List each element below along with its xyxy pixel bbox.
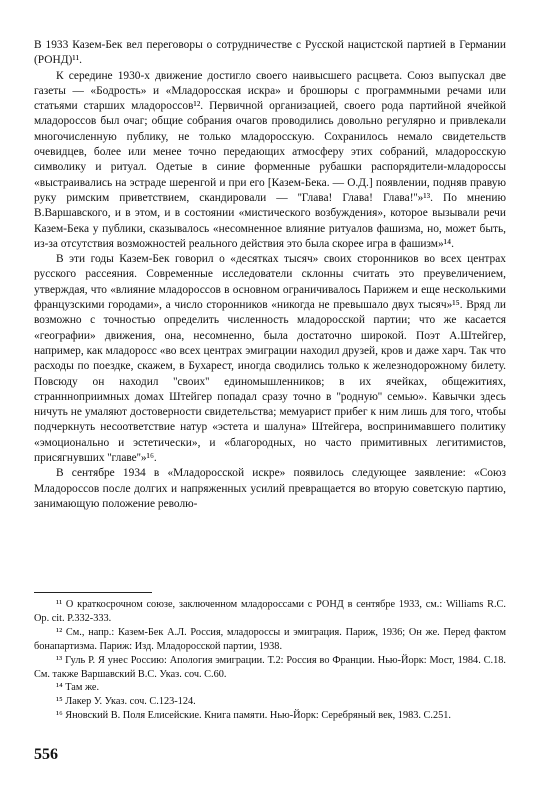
footnote: ¹² См., напр.: Казем-Бек А.Л. Россия, младороссы и эмиграция. Париж, 1936; Он же. Перед фактом бонапартизма. Париж: Изд. Младоросской партии, 1938. [34, 626, 506, 652]
paragraph: К середине 1930-х движение достигло своего наивысшего расцвета. Союз выпускал две газеты — «Бодрость» и «Младоросская искра» и брошюры с программными речами или статьями старших младороссов¹². Первичной организацией, своего рода партийной ячейкой младороссов был очаг; общие собрания очагов проводились довольно регулярно и привлекали многочисленную публику, не только младоросскую. Сохранилось немало свидетельств очевидцев, более или менее точно передающих атмосферу этих собраний, младоросскую символику и ритуал. Одетые в синие форменные рубашки распорядители-младороссы «выстраивались на эстраде шеренгой и при его [Казем-Бека. — О.Д.] появлении, подняв правую руку римским приветствием, скандировали — ''Глава! Глава! Глава!''»¹³. По мнению В.Варшавского, и в этом, и в состоянии «мистического возбуждения», которое вызывали речи Казем-Бека у публики, сказывалось «несомненное влияние ритуалов фашизма, но, может быть, из-за отсутствия возможностей реального действия это была скорее игра в фашизм»¹⁴. [34, 69, 506, 250]
footnote: ¹¹ О краткосрочном союзе, заключенном младороссами с РОНД в сентябре 1933, см.: Williams R.C. Op. cit. P.332-333. [34, 599, 506, 624]
paragraph: В эти годы Казем-Бек говорил о «десятках тысяч» своих сторонников во всех центрах русского рассеяния. Современные исследователи склонны считать это преувеличением, утверждая, что «влияние младороссов в основном ограничивалось Парижем и еще несколькими французскими городами», а число сторонников «никогда не превышало двух тысяч»¹⁵. Вряд ли возможно с точностью определить численность младоросской партии; что же касается «географии» движения, она, несомненно, была достаточно широкой. Поэт А.Штейгер, например, как младоросс «во всех центрах эмиграции находил друзей, кров и даже харч. Так что расходы по поездке, скажем, в Бухарест, иногда сводились только к железнодорожному билету. Повсюду он находил ''своих'' единомышленников; в их ячейках, общежитиях, страннноприимных домах Штейгер попадал сразу точно в ''родную'' семью». Кавычки здесь ничуть не умаляют достоверности свидетельства; мемуарист прибег к ним лишь для того, чтобы подчеркнуть несоответствие натур «эстета и шалуна» Штейгера, воспринимавшего политику «эмоционально и эстетически», и «благородных, но часто примитивных легитимистов, присягнувших ''главе''»¹⁶. [34, 253, 506, 465]
footnote: ¹⁶ Яновский В. Поля Елисейские. Книга памяти. Нью-Йорк: Серебряный век, 1983. С.251. [56, 710, 451, 722]
footnote: ¹³ Гуль Р. Я унес Россию: Апология эмиграции. Т.2: Россия во Франции. Нью-Йорк: Мост, 1984. С.18. См. также Варшавский В.С. Указ. соч. С.60. [34, 654, 506, 680]
footnote: ¹⁵ Лакер У. Указ. соч. С.123-124. [56, 696, 196, 708]
footnote-separator [34, 592, 152, 593]
main-text [34, 38, 506, 512]
page-number: 556 [34, 746, 58, 763]
paragraph: В 1933 Казем-Бек вел переговоры о сотрудничестве с Русской нацистской партией в Германии (РОНД)¹¹. [34, 39, 506, 67]
footnotes [34, 598, 506, 723]
paragraph: В сентябре 1934 в «Младоросской искре» появилось следующее заявление: «Союз Младороссов после долгих и напряженных усилий превращается во вторую советскую партию, занимающую положение револю- [34, 467, 506, 510]
footnote: ¹⁴ Там же. [56, 682, 100, 694]
